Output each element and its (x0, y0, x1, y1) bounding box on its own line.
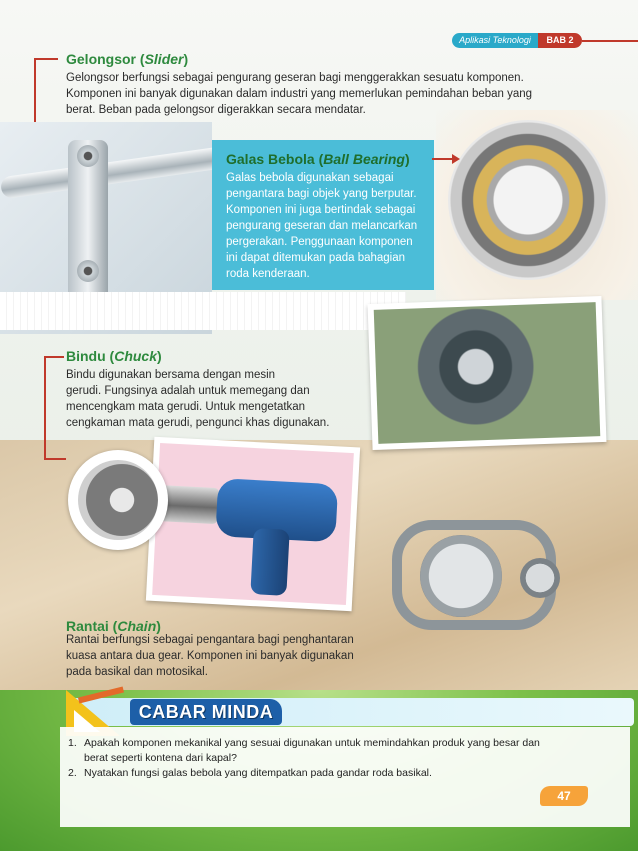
header-rule (582, 40, 638, 42)
drill-photo (146, 437, 360, 612)
question-item (68, 766, 608, 781)
torn-paper-strip (0, 292, 406, 330)
chuck-connector (44, 356, 64, 358)
slider-title: Gelongsor (Slider) (66, 51, 189, 67)
slider-roller-image (77, 260, 99, 282)
question-number: 2. (68, 767, 77, 779)
bearing-connector (432, 158, 454, 160)
chain-description: Rantai berfungsi sebagai pengantara bagi penghantaran kuasa antara dua gear. Komponen ini banyak digunakan pada basikal dan motosikal. (66, 634, 354, 678)
chuck-description: Bindu digunakan bersama dengan mesin gerudi. Fungsinya adalah untuk memegang dan mencengkam mata gerudi. Untuk mengetatkan cengkaman mata gerudi, pengunci khas digunakan. (66, 369, 330, 429)
slider-connector (34, 58, 58, 60)
bearing-title: Galas Bebola (Ball Bearing) (226, 151, 410, 167)
chuck-closeup-image (78, 460, 158, 540)
chuck-title: Bindu (Chuck) (66, 348, 162, 364)
page-number: 47 (540, 786, 588, 806)
question-item (68, 736, 608, 766)
chuck-connector-vertical (44, 356, 46, 460)
ball-bearing-image (448, 120, 608, 280)
chuck-closeup-circle (68, 450, 168, 550)
gear-small-image (520, 558, 560, 598)
slider-roller-image (77, 145, 99, 167)
slider-connector-vertical (34, 58, 36, 128)
chuck-connector-bottom (44, 458, 66, 460)
cabar-minda-label: CABAR MINDA (130, 699, 282, 725)
questions-list (68, 736, 608, 781)
chapter-number-badge: BAB 2 (538, 33, 582, 48)
wheel-hub-photo (368, 296, 607, 450)
slider-description: Gelongsor berfungsi sebagai pengurang geseran bagi menggerakkan sesuatu komponen. Komponen ini banyak digunakan dalam industri yang memerlukan pemindahan beban yang berat. Beban pada gelongsor digerakkan secara mendatar. (66, 72, 533, 116)
question-text: Apakah komponen mekanikal yang sesuai digunakan untuk memindahkan produk yang besar dan berat seperti kontena dari kapal? (84, 737, 540, 764)
arrow-right-icon (452, 154, 460, 164)
chapter-title-tag: Aplikasi Teknologi (452, 33, 538, 48)
question-text: Nyatakan fungsi galas bebola yang ditempatkan pada gandar roda basikal. (84, 767, 432, 779)
question-number: 1. (68, 737, 77, 749)
gear-large-image (420, 535, 502, 617)
drill-handle-image (250, 528, 289, 596)
chain-title: Rantai (Chain) (66, 618, 161, 634)
bearing-description: Galas bebola digunakan sebagai pengantara bagi objek yang berputar. Komponen ini juga bertindak sebagai pengurang geseran dan melancarkan pergerakan. Penggunaan komponen ini dapat ditemukan pada bahagian roda kenderaan. (226, 172, 418, 280)
